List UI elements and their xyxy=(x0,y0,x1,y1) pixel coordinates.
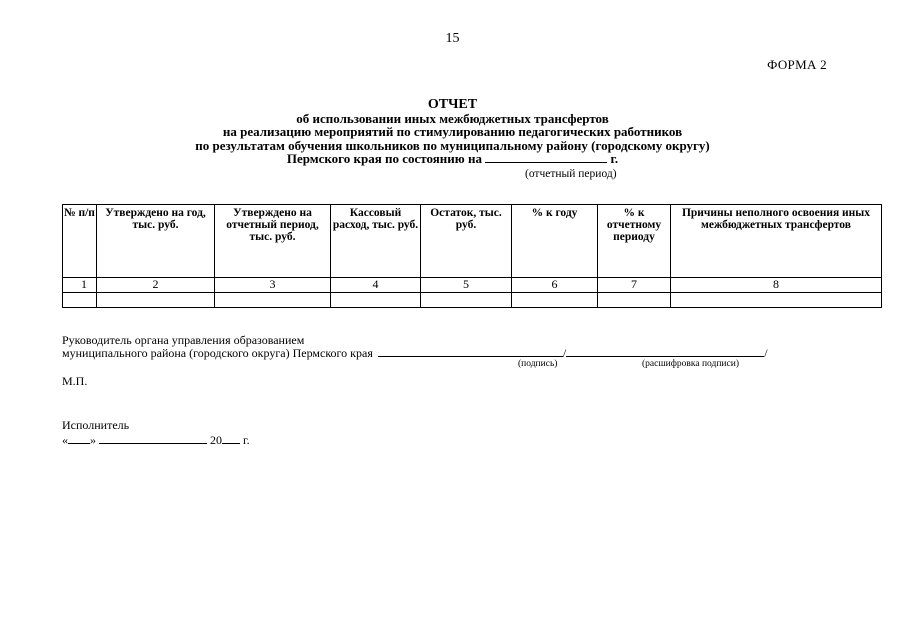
signature-separator-end: / xyxy=(764,346,768,360)
signature-separator: / xyxy=(562,346,567,360)
empty-cell[interactable] xyxy=(331,293,421,308)
date-close-quote: » xyxy=(90,433,96,447)
report-table xyxy=(62,204,882,308)
empty-cell[interactable] xyxy=(215,293,331,308)
header-cell: % к году xyxy=(512,205,598,278)
date-year-suffix: г. xyxy=(243,433,250,447)
report-title-line-3: по результатам обучения школьников по муниципальному району (городскому округу) xyxy=(195,137,710,153)
signature-decode-blank[interactable] xyxy=(566,346,764,357)
empty-cell[interactable] xyxy=(63,293,97,308)
empty-cell[interactable] xyxy=(598,293,671,308)
report-title: ОТЧЕТ xyxy=(427,97,478,112)
signatory-title-line-1: Руководитель органа управления образованием xyxy=(62,333,305,347)
executor-date-line xyxy=(62,433,250,448)
signature-caption: (подпись) xyxy=(518,359,558,369)
header-cell: Причины неполного освоения иных межбюджетных трансфертов xyxy=(671,205,882,278)
report-title-line-4 xyxy=(0,152,905,166)
empty-cell[interactable] xyxy=(512,293,598,308)
empty-cell[interactable] xyxy=(421,293,512,308)
executor-label: Исполнитель xyxy=(62,418,130,432)
header-cell: Кассовый расход, тыс. руб. xyxy=(331,205,421,278)
empty-cell[interactable] xyxy=(671,293,882,308)
date-day-blank[interactable] xyxy=(68,433,90,444)
header-cell: % к отчетному периоду xyxy=(598,205,671,278)
report-date-suffix: г. xyxy=(610,151,619,166)
table-number-row xyxy=(63,278,882,293)
report-date-blank[interactable] xyxy=(485,152,607,163)
signatory-title-text: муниципального района (городского округа) Пермского края xyxy=(62,346,373,360)
form-label: ФОРМА 2 xyxy=(767,57,827,72)
report-title-line-2: на реализацию мероприятий по стимулированию педагогических работников xyxy=(222,124,683,139)
header-cell: № п/п xyxy=(63,205,97,278)
column-number-cell: 1 xyxy=(63,278,97,293)
date-open-quote: « xyxy=(62,433,68,447)
date-month-blank[interactable] xyxy=(99,433,207,444)
header-cell: Утверждено на год, тыс. руб. xyxy=(97,205,215,278)
page-number: 15 xyxy=(445,31,460,46)
empty-cell[interactable] xyxy=(97,293,215,308)
report-date-prefix: Пермского края по состоянию на xyxy=(286,151,482,166)
column-number-cell: 5 xyxy=(421,278,512,293)
header-cell: Остаток, тыс. руб. xyxy=(421,205,512,278)
column-number-cell: 2 xyxy=(97,278,215,293)
date-year-blank[interactable] xyxy=(222,433,240,444)
column-number-cell: 6 xyxy=(512,278,598,293)
column-number-cell: 7 xyxy=(598,278,671,293)
report-title-line-1: об использовании иных межбюджетных трансфертов xyxy=(296,110,609,126)
period-caption: (отчетный период) xyxy=(525,168,617,180)
stamp-place: М.П. xyxy=(62,374,88,388)
signature-decode-caption: (расшифровка подписи) xyxy=(642,359,739,369)
table-header-row xyxy=(63,205,882,278)
table-row xyxy=(63,293,882,308)
column-number-cell: 4 xyxy=(331,278,421,293)
column-number-cell: 8 xyxy=(671,278,882,293)
column-number-cell: 3 xyxy=(215,278,331,293)
date-year-prefix: 20 xyxy=(210,433,222,447)
report-title-block xyxy=(0,98,905,166)
signature-blank[interactable] xyxy=(378,346,563,357)
header-cell: Утверждено на отчетный период, тыс. руб. xyxy=(215,205,331,278)
